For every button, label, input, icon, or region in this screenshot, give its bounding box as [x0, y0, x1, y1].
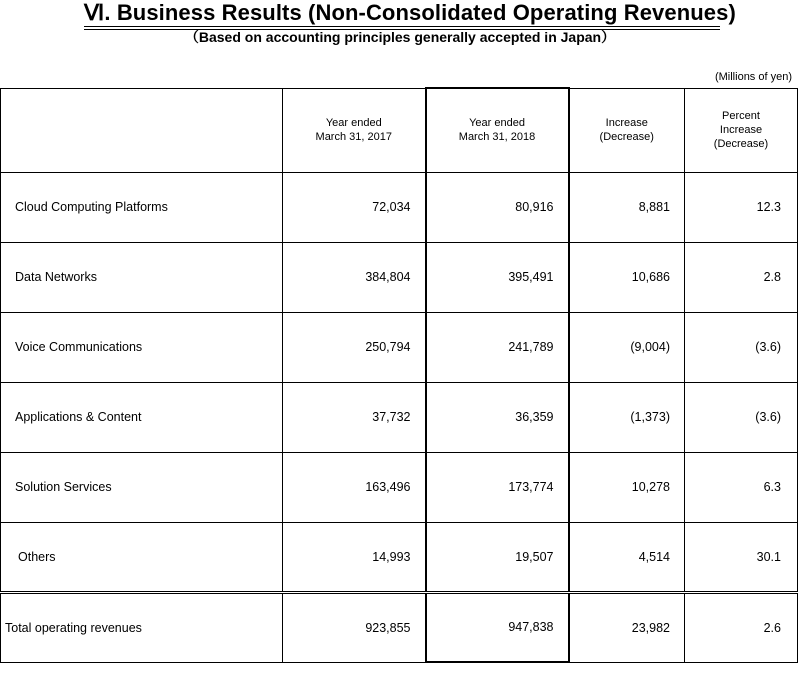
header-fy2017 [283, 88, 426, 172]
row-label: Solution Services [1, 452, 283, 522]
row-change: 8,881 [569, 172, 685, 242]
row-label: Cloud Computing Platforms [1, 172, 283, 242]
units-note: (Millions of yen) [714, 71, 792, 83]
table-header-row [1, 88, 798, 172]
row-change: (1,373) [569, 382, 685, 452]
total-change: 23,982 [569, 592, 685, 662]
row-fy2018: 80,916 [426, 172, 569, 242]
row-pct: 6.3 [685, 452, 798, 522]
row-fy2018: 36,359 [426, 382, 569, 452]
page-title: Ⅵ. Business Results (Non-Consolidated Operating Revenues) [84, 0, 736, 25]
total-label: Total operating revenues [1, 592, 283, 662]
row-change: (9,004) [569, 312, 685, 382]
row-fy2017: 72,034 [283, 172, 426, 242]
header-cell-blank [1, 88, 283, 172]
total-fy2018: 947,838 [426, 592, 569, 662]
table-row [1, 522, 798, 592]
revenue-table [0, 87, 798, 663]
row-pct: 2.8 [685, 242, 798, 312]
row-fy2017: 163,496 [283, 452, 426, 522]
total-row [1, 592, 798, 662]
row-fy2017: 250,794 [283, 312, 426, 382]
header-fy2018-label: Year ended March 31, 2018 [458, 117, 536, 144]
row-change: 4,514 [569, 522, 685, 592]
row-fy2017: 384,804 [283, 242, 426, 312]
row-pct: (3.6) [685, 382, 798, 452]
row-change: 10,686 [569, 242, 685, 312]
total-pct: 2.6 [685, 592, 798, 662]
table-row [1, 242, 798, 312]
row-label: Applications & Content [1, 382, 283, 452]
row-fy2018: 173,774 [426, 452, 569, 522]
page-subtitle: （Based on accounting principles generally accepted in Japan） [184, 29, 616, 45]
table-row [1, 312, 798, 382]
row-pct: (3.6) [685, 312, 798, 382]
row-fy2017: 37,732 [283, 382, 426, 452]
row-fy2018: 241,789 [426, 312, 569, 382]
row-fy2018: 395,491 [426, 242, 569, 312]
row-fy2017: 14,993 [283, 522, 426, 592]
row-pct: 30.1 [685, 522, 798, 592]
header-change [569, 88, 685, 172]
row-label: Others [1, 522, 283, 592]
row-label: Data Networks [1, 242, 283, 312]
row-change: 10,278 [569, 452, 685, 522]
header-fy2018 [426, 88, 569, 172]
row-fy2018: 19,507 [426, 522, 569, 592]
header-fy2017-label: Year ended March 31, 2017 [315, 117, 392, 143]
table-row [1, 452, 798, 522]
header-pct-label: Percent Increase (Decrease) [713, 110, 769, 150]
total-fy2017: 923,855 [283, 592, 426, 662]
table-row [1, 382, 798, 452]
header-pct [685, 88, 798, 172]
table-row [1, 172, 798, 242]
header-change-label: Increase (Decrease) [599, 117, 654, 143]
row-label: Voice Communications [1, 312, 283, 382]
row-pct: 12.3 [685, 172, 798, 242]
